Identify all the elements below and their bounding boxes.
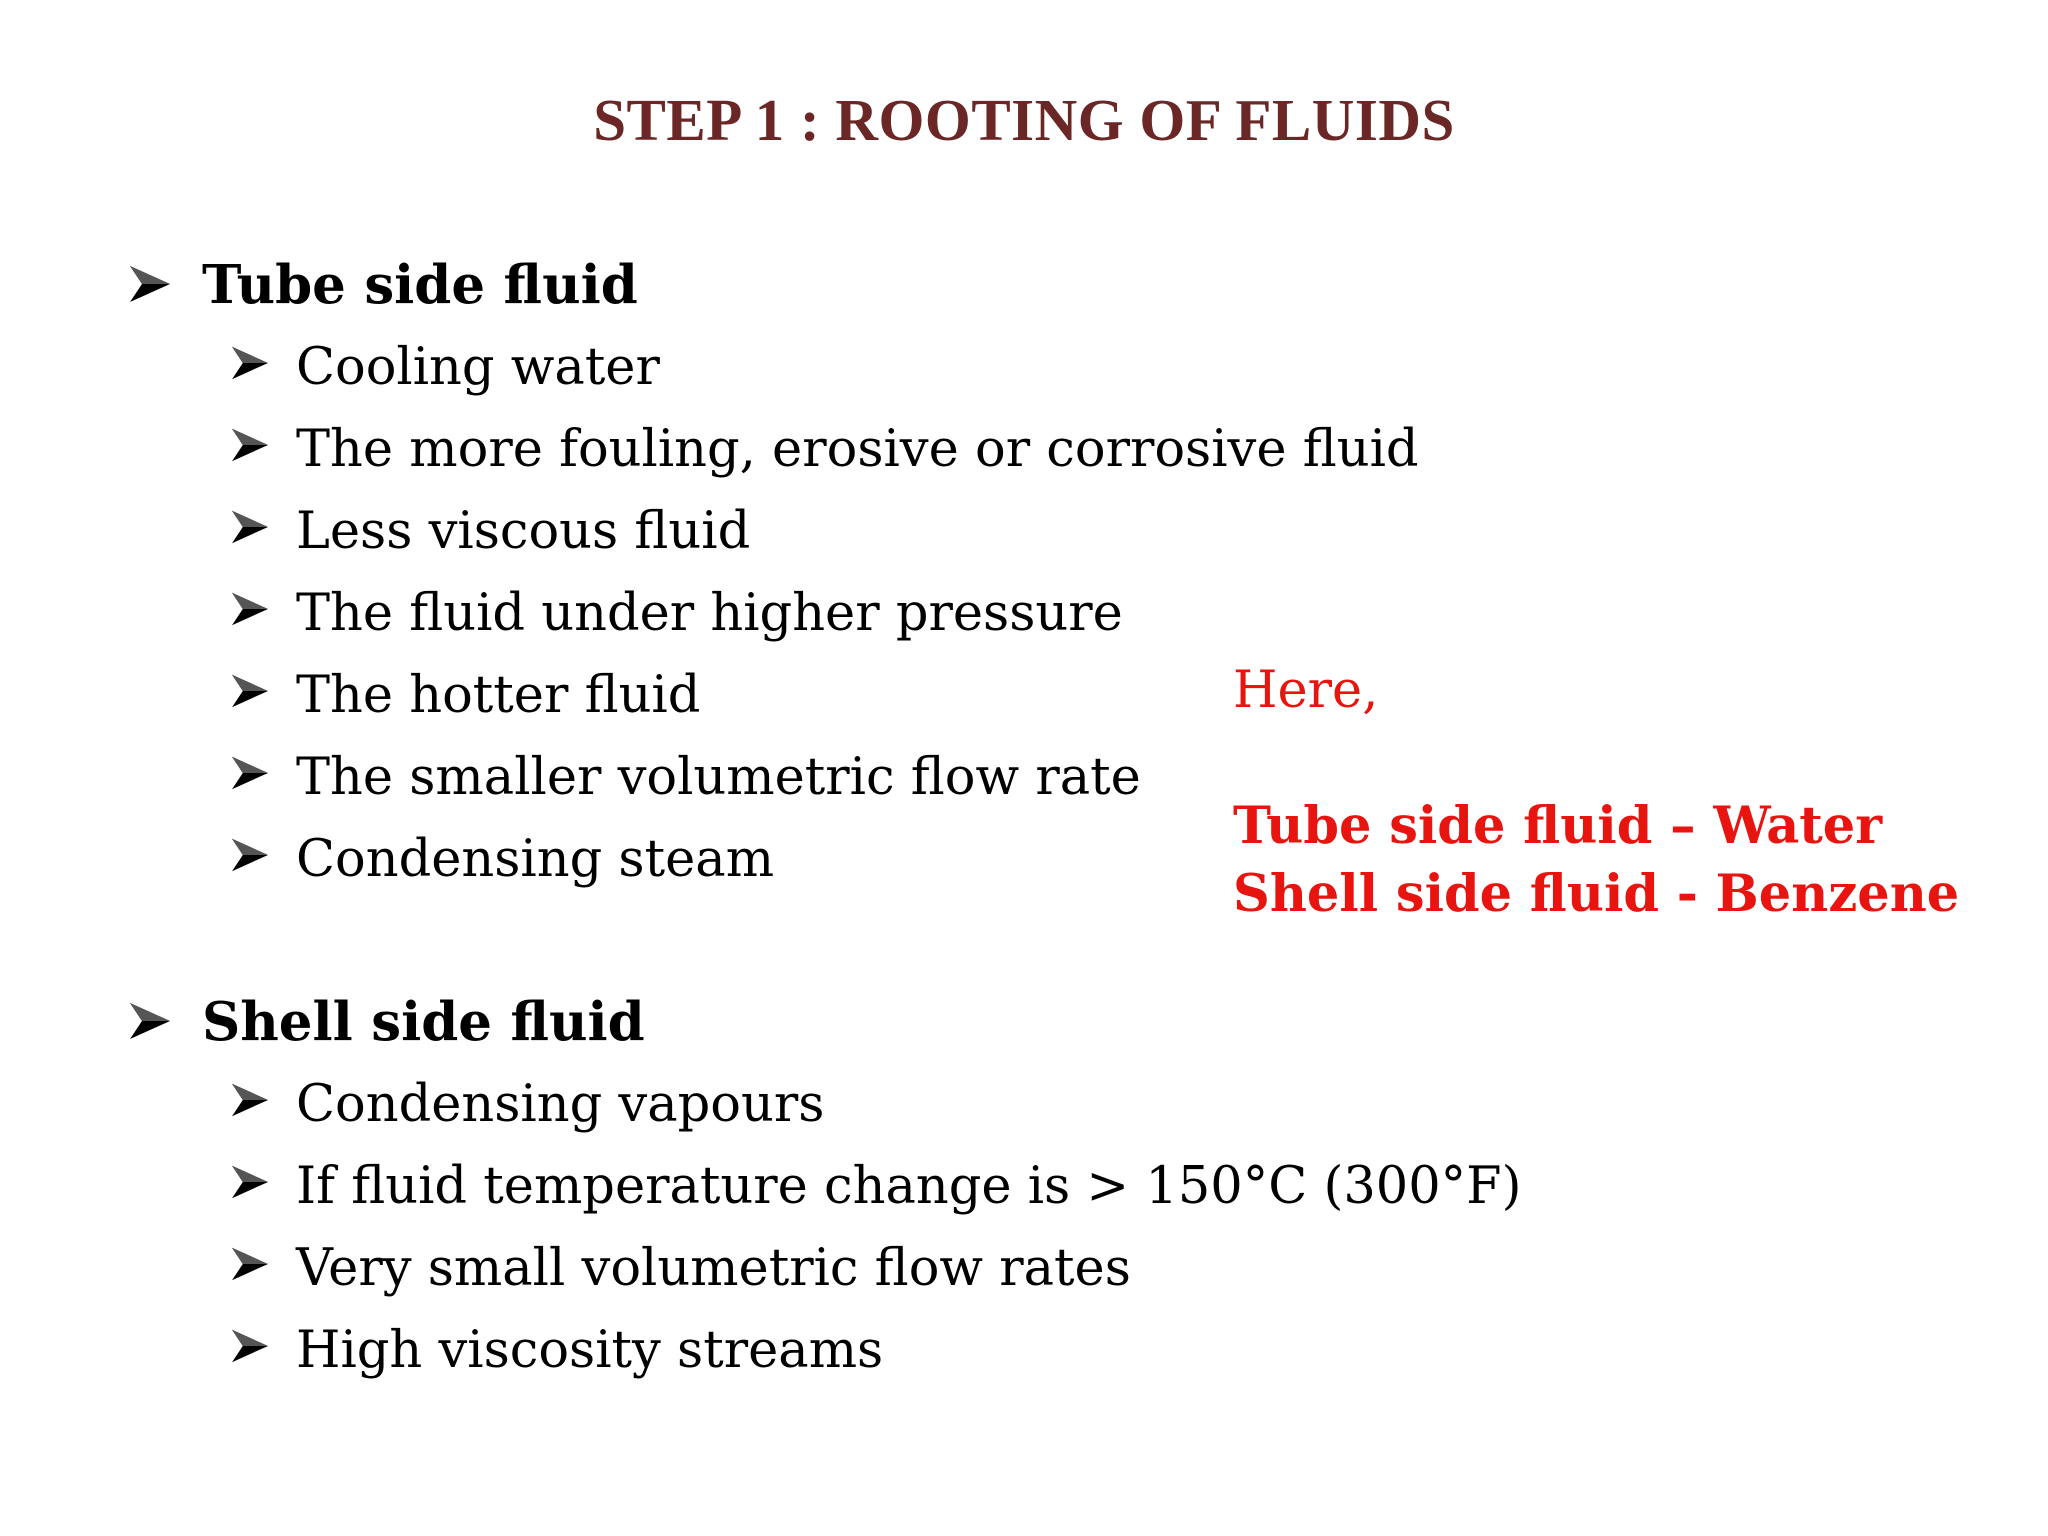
- arrowhead-bullet-icon: [230, 509, 282, 549]
- list-item-text: The hotter fluid: [296, 666, 701, 725]
- list-item-text: If fluid temperature change is > 150°C (300°F): [296, 1157, 1522, 1216]
- list-item: [230, 573, 1419, 655]
- tube-side-heading: [128, 250, 638, 320]
- list-item: [230, 1146, 1521, 1228]
- note-tube-side: Tube side fluid – Water: [1233, 796, 1883, 856]
- list-item: [230, 1228, 1521, 1310]
- tube-side-heading-text: Tube side fluid: [202, 254, 638, 316]
- list-item-text: High viscosity streams: [296, 1321, 884, 1380]
- shell-side-heading-text: Shell side fluid: [202, 991, 645, 1053]
- arrowhead-bullet-icon: [230, 427, 282, 467]
- note-shell-side: Shell side fluid - Benzene: [1233, 864, 1960, 924]
- list-item-text: The more fouling, erosive or corrosive fluid: [296, 420, 1419, 479]
- list-item-text: Condensing steam: [296, 830, 775, 889]
- arrowhead-bullet-icon: [230, 837, 282, 877]
- list-item: [230, 327, 1419, 409]
- slide-title: STEP 1 : ROOTING OF FLUIDS: [593, 87, 1455, 153]
- arrowhead-bullet-icon: [230, 755, 282, 795]
- shell-side-list: [230, 1064, 1521, 1392]
- arrowhead-bullet-icon: [230, 673, 282, 713]
- list-item: [230, 491, 1419, 573]
- list-item: [230, 409, 1419, 491]
- arrowhead-bullet-icon: [230, 591, 282, 631]
- list-item-text: Condensing vapours: [296, 1075, 825, 1134]
- list-item-text: Very small volumetric flow rates: [296, 1239, 1131, 1298]
- arrowhead-bullet-icon: [230, 1328, 282, 1368]
- list-item: [230, 1310, 1521, 1392]
- arrowhead-bullet-icon: [230, 1082, 282, 1122]
- list-item-text: Cooling water: [296, 338, 660, 397]
- arrowhead-bullet-icon: [128, 264, 180, 304]
- arrowhead-bullet-icon: [230, 1164, 282, 1204]
- note-intro: Here,: [1233, 661, 1379, 720]
- list-item-text: The fluid under higher pressure: [296, 584, 1123, 643]
- list-item-text: The smaller volumetric flow rate: [296, 748, 1141, 807]
- shell-side-heading: [128, 987, 645, 1057]
- arrowhead-bullet-icon: [230, 1246, 282, 1286]
- list-item-text: Less viscous fluid: [296, 502, 751, 561]
- arrowhead-bullet-icon: [230, 345, 282, 385]
- arrowhead-bullet-icon: [128, 1001, 180, 1041]
- list-item: [230, 1064, 1521, 1146]
